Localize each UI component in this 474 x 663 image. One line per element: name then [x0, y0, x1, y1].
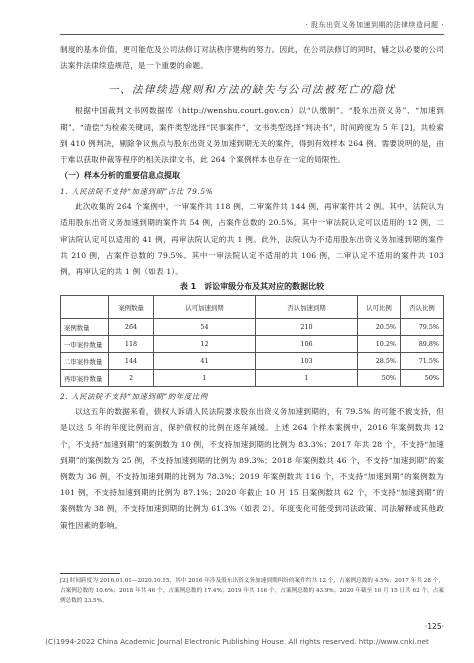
- subsection-title: （一）样本分析的重要信息点提取: [60, 171, 180, 181]
- paragraph-intro: 制度的基本价值，更可能危及公司法修订对法秩序建构的努力。因此，在公司法修订的同时，辅之以必要的公司法案件法律续造规范，是一个重要的命题。: [60, 45, 444, 71]
- data-table: [60, 295, 444, 387]
- table-header-blank: [61, 296, 109, 319]
- copyright-line: (C)1994-2022 China Academic Journal Electronic Publishing House. All rights reserved. http://www.cnki.net: [45, 637, 429, 646]
- cell-approve: 41: [154, 353, 256, 370]
- subheading-1: 1. 人民法院不支持“加速到期”占比 79.5%: [60, 187, 214, 197]
- cell-deny-ratio: 71.5%: [401, 353, 444, 370]
- cell-deny: 106: [256, 336, 358, 353]
- row-label: 案例数量: [61, 319, 109, 336]
- cell-approve: 1: [154, 370, 256, 387]
- cell-approve-ratio: 20.5%: [358, 319, 401, 336]
- header-rule: [60, 34, 444, 35]
- section-title: 一、法律续造规则和方法的缺失与公司法被死亡的隐忧: [108, 84, 396, 97]
- page-number: ·125·: [424, 622, 444, 631]
- table-row: [61, 319, 444, 336]
- cell-approve-ratio: 28.5%: [358, 353, 401, 370]
- cell-count: 264: [109, 319, 154, 336]
- cell-approve-ratio: 50%: [358, 370, 401, 387]
- cell-deny: 1: [256, 370, 358, 387]
- running-head: · 股东出资义务加速到期的法律续造问题 ·: [305, 21, 444, 29]
- cell-count: 2: [109, 370, 154, 387]
- cell-count: 144: [109, 353, 154, 370]
- main-content: [60, 42, 444, 534]
- table-caption: 表 1 诉讼审级分布及其对应的数据比较: [179, 282, 325, 292]
- cell-deny-ratio: 50%: [401, 370, 444, 387]
- paragraph-method: 根据中国裁判文书网数据库（http://wenshu.court.gov.cn）以“认缴制”、“股东出资义务”、“加速到期”、“清偿”为检索关键词，案件类型选择“民事案件”，文书类型选择“判决书”，时间跨度为 5 年 [2]，共检索到 410 例判决，剔除争议焦点与股东出资义务加速到期无关的案件，得到有效样本 264 例。需要说明的是，由于难以获取仲裁等程序的相关法律文书，此 264 个案例样本也存在一定的局限性。: [60, 106, 444, 165]
- cell-deny-ratio: 79.5%: [401, 319, 444, 336]
- row-label: 二审案件数量: [61, 353, 109, 370]
- cell-approve: 12: [154, 336, 256, 353]
- cell-deny-ratio: 89.8%: [401, 336, 444, 353]
- subheading-2: 2. 人民法院不支持“加速到期”的年度比例: [60, 392, 208, 402]
- cell-approve-ratio: 10.2%: [358, 336, 401, 353]
- cell-deny: 103: [256, 353, 358, 370]
- cell-deny: 210: [256, 319, 358, 336]
- table-header-approve: 认可加速到期: [154, 296, 256, 319]
- table-header-approve-ratio: 认可比例: [358, 296, 401, 319]
- cell-approve: 54: [154, 319, 256, 336]
- row-label: 一审案件数量: [61, 336, 109, 353]
- table-header-deny-ratio: 否认比例: [401, 296, 444, 319]
- cell-count: 118: [109, 336, 154, 353]
- footnote-rule: [60, 573, 120, 574]
- table-header-deny: 否认加速到期: [256, 296, 358, 319]
- table-header-count: 案例数量: [109, 296, 154, 319]
- row-label: 再审案件数量: [61, 370, 109, 387]
- table-row: [61, 370, 444, 387]
- footnote: [2] 时间跨度为 2016.01.01—2020.10.15，其中 2016 年涉及股东出资义务加速到期纠纷的案件约共 12 个，占案例总数的 4.5%；2017 年共 28 个，占案例总数的 10.6%；2018 年共 46 个，占案例总数的 17.4%；2019 年共 116 个，占案例总数的 43.9%；2020 年截至 10 月 15 日共 62 个，占案例总数的 23.5%。: [60, 578, 444, 604]
- paragraph-yearly: 以这五年的数据来看，债权人诉请人民法院要求股东出资义务加速到期的，有 79.5% 的可能不被支持，但是以这 5 年的年度比例而言，保护债权的比例在逐年减缓。上述 264 个样本案例中，2016 年案例数共 12 个，不支持“加速到期”的案例数为 10 例，不支持加速到期的比例为 83.3%；2017 年共 28 个，不支持“加速到期”的案例数为 25 例，不支持加速到期的比例为 89.3%；2018 年案例数共 46 个，不支持“加速到期”的案例数为 36 例，不支持加速到期的比例为 78.3%；2019 年案例数共 116 个，不支持“加速到期”的案例数为 101 例，不支持加速到期的比例为 87.1%；2020 年截止 10 月 15 日案例数共 62 个，不支持“加速到期”的案例数为 38 例，不支持加速到期的比例为 61.3%（如表 2）。年度变化可能受到司法政策、司法解释或其他政策性因素的影响。: [60, 407, 444, 530]
- table-row: [61, 336, 444, 353]
- paragraph-sample-analysis: 此次收集的 264 个案例中，一审案件共 118 例，二审案件共 144 例，再审案件共 2 例。其中，法院认为适用股东出资义务加速到期的案件共 54 例，占案件总数的 20.5%。其中一审法院认定可以适用的 12 例，二审法院认定可以适用的 41 例，再审法院认定的共 1 例。此外，法院认为不适用股东出资义务加速到期的案件共 210 例，占案件总数的 79.5%。其中一审法院认定不适用的共 106 例，二审认定不适用的案件共 103 例，再审认定的共 1 例（如表 1）。: [60, 202, 444, 277]
- table-row: [61, 353, 444, 370]
- table-header-row: [61, 296, 444, 319]
